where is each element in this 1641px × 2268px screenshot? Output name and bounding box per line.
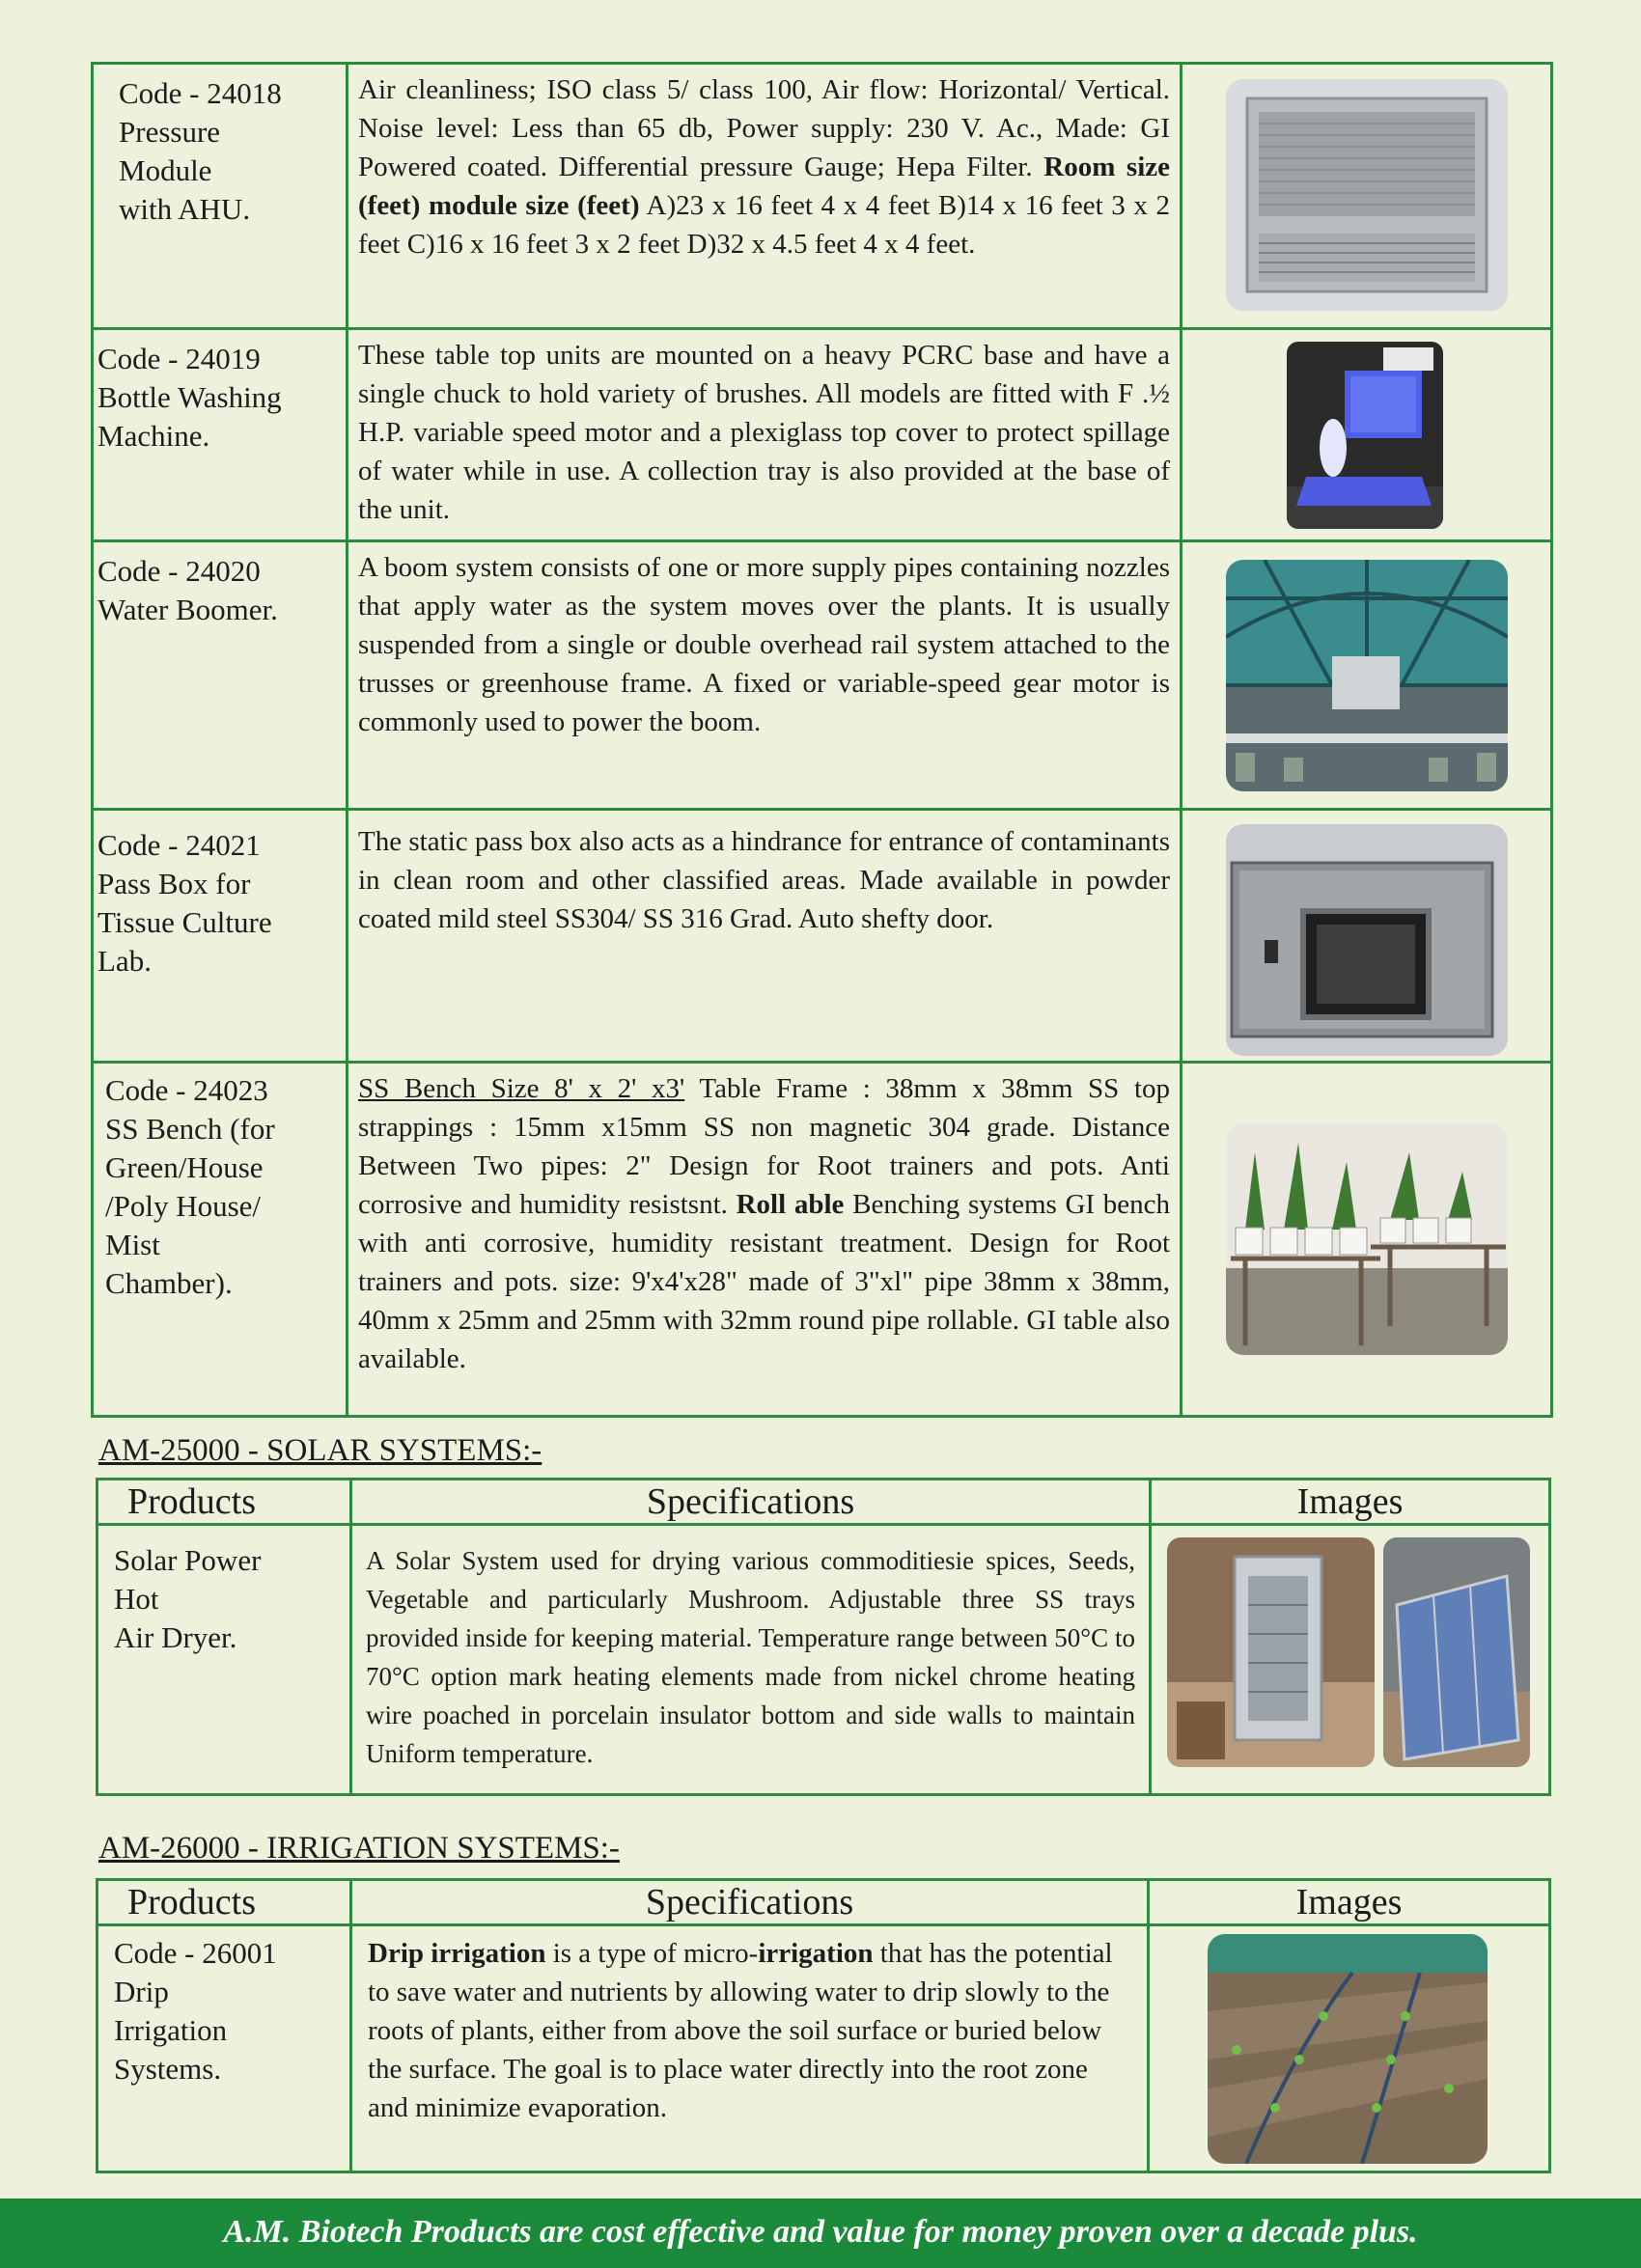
header-specifications: Specifications bbox=[351, 1480, 1151, 1525]
table-row bbox=[97, 1925, 1550, 2172]
water-boomer-photo bbox=[1226, 560, 1508, 791]
section-title-irrigation: AM-26000 - IRRIGATION SYSTEMS:- bbox=[98, 1831, 620, 1866]
header-images: Images bbox=[1149, 1880, 1550, 1925]
product-image-cell bbox=[1182, 329, 1552, 541]
product-spec: SS Bench Size 8' x 2' x3' Table Frame : 38mm x 38mm SS top strappings : 15mm x15mm SS non magnetic 304 grade. Distance Between Two pipes: 2" Design for Root trainers and pots. Anti corrosive and humidity resistsnt. Roll able Benching systems GI bench with anti corrosive, humidity resistant treatment. Design for Root trainers and pots. size: 9'x4'x28" made of 3"xl" pipe 38mm x 38mm, 40mm x 25mm and 25mm with 32mm round pipe rollable. GI table also available. bbox=[348, 1063, 1182, 1417]
product-image-cell bbox=[1149, 1925, 1550, 2172]
product-code: Code - 24018 Pressure Module with AHU. bbox=[93, 64, 348, 329]
table-row bbox=[93, 1063, 1552, 1417]
table-header-row bbox=[97, 1480, 1550, 1525]
product-code: Code - 24019 Bottle Washing Machine. bbox=[93, 329, 348, 541]
header-products: Products bbox=[97, 1480, 351, 1525]
table-row bbox=[93, 64, 1552, 329]
product-image-cell bbox=[1182, 1063, 1552, 1417]
table-header-row bbox=[97, 1880, 1550, 1925]
bottle-washer-photo bbox=[1287, 342, 1443, 529]
header-specifications: Specifications bbox=[351, 1880, 1149, 1925]
product-code: Code - 26001 Drip Irrigation Systems. bbox=[97, 1925, 351, 2172]
product-image-cell bbox=[1151, 1525, 1550, 1795]
product-code: Code - 24023 SS Bench (for Green/House /Poly House/ Mist Chamber). bbox=[93, 1063, 348, 1417]
footer-banner: A.M. Biotech Products are cost effective and value for money proven over a decade plus. bbox=[0, 2199, 1641, 2268]
irrigation-table bbox=[96, 1878, 1551, 2173]
product-table-top bbox=[91, 62, 1553, 1418]
product-image-cell bbox=[1182, 810, 1552, 1063]
table-row bbox=[97, 1525, 1550, 1795]
ss-bench-photo bbox=[1226, 1123, 1508, 1355]
product-image-cell bbox=[1182, 64, 1552, 329]
product-spec: Drip irrigation is a type of micro-irrigation that has the potential to save water and nutrients by allowing water to drip slowly to the roots of plants, either from above the soil surface or buried below the surface. The goal is to place water directly into the root zone and minimize evaporation. bbox=[351, 1925, 1149, 2172]
product-spec: These table top units are mounted on a heavy PCRC base and have a single chuck to hold variety of brushes. All models are fitted with F .½ H.P. variable speed motor and a plexiglass top cover to protect spillage of water while in use. A collection tray is also provided at the base of the unit. bbox=[348, 329, 1182, 541]
product-spec: A boom system consists of one or more supply pipes containing nozzles that apply water as the system moves over the plants. It is usually suspended from a single or double overhead rail system attached to the trusses or greenhouse frame. A fixed or variable-speed gear motor is commonly used to power the boom. bbox=[348, 541, 1182, 810]
table-row bbox=[93, 329, 1552, 541]
product-code: Code - 24021 Pass Box for Tissue Culture Lab. bbox=[93, 810, 348, 1063]
solar-dryer-photo bbox=[1167, 1537, 1375, 1767]
pass-box-photo bbox=[1226, 824, 1508, 1056]
section-title-solar: AM-25000 - SOLAR SYSTEMS:- bbox=[98, 1433, 542, 1468]
pressure-module-photo bbox=[1226, 79, 1508, 311]
product-name: Solar Power Hot Air Dryer. bbox=[97, 1525, 351, 1795]
solar-table bbox=[96, 1478, 1551, 1796]
table-row bbox=[93, 541, 1552, 810]
header-images: Images bbox=[1151, 1480, 1550, 1525]
product-spec: Air cleanliness; ISO class 5/ class 100, Air flow: Horizontal/ Vertical. Noise level: Less than 65 db, Power supply: 230 V. Ac., Made: GI Powered coated. Differential pressure Gauge; Hepa Filter. Room size (feet) module size (feet) A)23 x 16 feet 4 x 4 feet B)14 x 16 feet 3 x 2 feet C)16 x 16 feet 3 x 2 feet D)32 x 4.5 feet 4 x 4 feet. bbox=[348, 64, 1182, 329]
product-code: Code - 24020 Water Boomer. bbox=[93, 541, 348, 810]
product-spec: The static pass box also acts as a hindrance for entrance of contaminants in clean room and other classified areas. Made available in powder coated mild steel SS304/ SS 316 Grad. Auto shefty door. bbox=[348, 810, 1182, 1063]
header-products: Products bbox=[97, 1880, 351, 1925]
drip-irrigation-photo bbox=[1208, 1934, 1488, 2164]
solar-panel-photo bbox=[1383, 1537, 1530, 1767]
table-row bbox=[93, 810, 1552, 1063]
product-image-cell bbox=[1182, 541, 1552, 810]
product-spec: A Solar System used for drying various commoditiesie spices, Seeds, Vegetable and particularly Mushroom. Adjustable three SS trays provided inside for keeping material. Temperature range between 50°C to 70°C option mark heating elements made from nickel chrome heating wire poached in porcelain insulator bottom and side walls to maintain Uniform temperature. bbox=[351, 1525, 1151, 1795]
